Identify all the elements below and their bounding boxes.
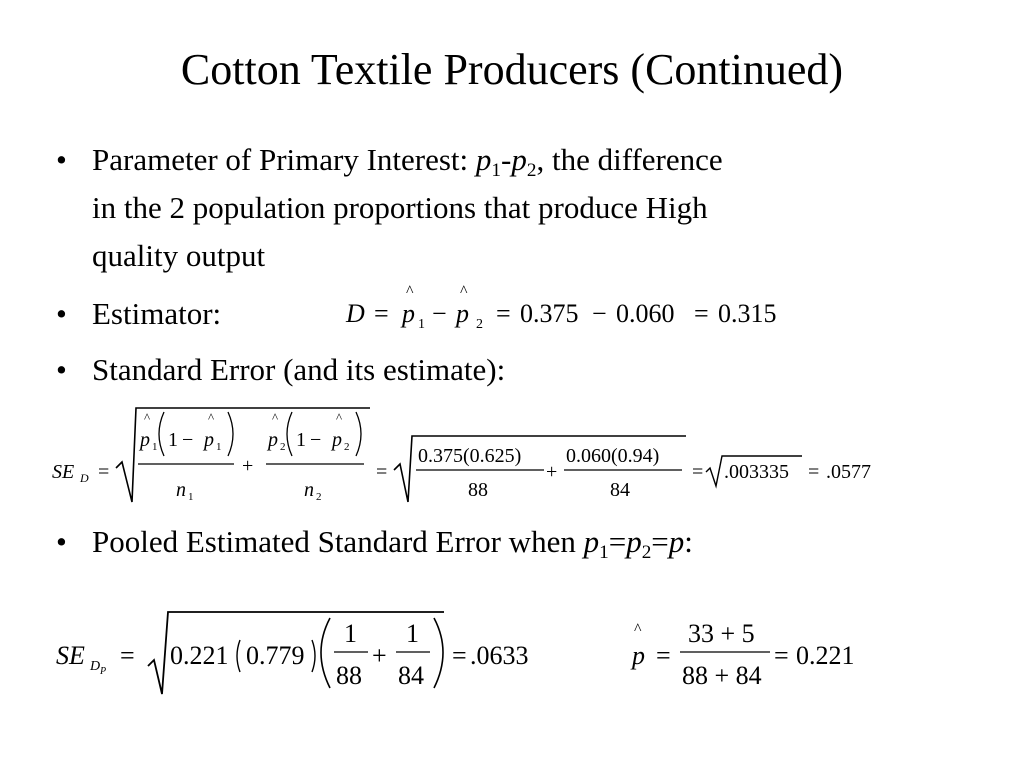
equals: = [774,641,789,670]
bullet-standard-error [56,346,936,394]
equals: = [692,461,704,483]
colon: : [684,524,693,559]
minus: − [310,429,322,451]
equals: = [452,641,467,670]
symbol-p: p [475,142,492,177]
denominator-1: 88 [336,661,362,690]
value-b: 0.060 [616,299,675,328]
hat-icon: ^ [634,621,642,638]
symbol-p: p [583,524,600,559]
subscript-2: 2 [526,159,537,181]
bullet-pooled [56,518,936,566]
paren-right [228,412,233,456]
equals: = [651,524,669,559]
se-result: .0577 [826,461,871,483]
hat-icon: ^ [336,410,343,425]
denominator-1: 88 [468,479,488,501]
symbol-p: p [140,429,150,451]
one: 1 [344,619,357,648]
one: 1 [406,619,419,648]
symbol-p: p [204,429,214,451]
denominator-2: 84 [398,661,424,690]
subscript-1: 1 [188,491,194,503]
equals: = [808,461,820,483]
equals: = [376,461,388,483]
one: 1 [296,429,306,451]
subscript-2: 2 [280,441,286,453]
pooled-se-formula [50,606,560,702]
symbol-p: p [668,524,685,559]
phat-numerator: 33 + 5 [688,619,755,648]
equals: = [120,641,135,670]
slide-title: Cotton Textile Producers (Continued) [180,45,844,94]
bullet-dot: • [56,142,67,177]
bullet-parameter-text [92,136,936,280]
value-complement: 0.779 [246,641,305,670]
paren-left [321,618,330,688]
subscript-2: 2 [641,541,652,563]
subscript-D: D [90,659,101,674]
denominator-2: 84 [610,479,630,501]
plus: + [242,455,254,477]
phat-formula [626,606,886,702]
symbol-p: p [402,299,415,328]
subscript-1: 1 [491,159,502,181]
numerator-1: 0.375(0.625) [418,445,522,467]
plus: + [372,641,387,670]
subscript-D: D [80,471,89,485]
symbol-D: D [346,299,365,328]
bullet-lead-text: Parameter of Primary Interest: [92,142,476,177]
numerator-2: 0.060(0.94) [566,445,660,467]
bullet-pooled-text [92,518,936,566]
bullet-dot: • [56,352,67,387]
symbol-p: p [511,142,527,177]
equals: = [694,299,709,328]
bullet-parameter-line1 [92,136,936,184]
hat-icon: ^ [406,283,414,300]
paren-right [434,618,443,688]
hat-icon: ^ [272,410,279,425]
bullet-parameter [56,136,936,280]
hat-icon: ^ [144,410,151,425]
bullet-estimator-label: Estimator: [92,296,222,331]
symbol-SE: SE [52,461,75,483]
subscript-1: 1 [418,317,425,332]
subscript-1: 1 [216,441,222,453]
symbol-n: n [304,479,314,501]
symbol-p: p [456,299,469,328]
phat-result: 0.221 [796,641,855,670]
bullet-parameter-line3: quality output [92,238,266,273]
plus: + [546,461,558,483]
symbol-p: p [632,641,645,670]
dash: - [501,142,512,177]
standard-error-formula [46,398,896,510]
symbol-p: p [626,524,642,559]
equals: = [496,299,511,328]
subscript-1: 1 [152,441,158,453]
paren-right [312,640,315,672]
equals: = [98,461,110,483]
radicand: .003335 [724,461,789,483]
subscript-2: 2 [344,441,350,453]
hat-icon: ^ [460,283,468,300]
bullet-parameter-line2: in the 2 population proportions that produce High [92,190,708,225]
bullet-dot: • [56,296,67,331]
equals: = [608,524,627,559]
value-pooled: 0.221 [170,641,229,670]
paren-left [287,412,292,456]
subscript-2: 2 [476,317,483,332]
paren-left [237,640,240,672]
paren-right [356,412,361,456]
one: 1 [168,429,178,451]
subscript-1: 1 [599,541,609,563]
minus: − [182,429,194,451]
equals: = [374,299,389,328]
symbol-p: p [332,429,342,451]
bullet-tail-text: , the difference [536,142,723,177]
subscript-P: P [100,666,107,677]
phat-denominator: 88 + 84 [682,661,762,690]
symbol-p: p [268,429,278,451]
subscript-2: 2 [316,491,322,503]
equals: = [656,641,671,670]
value-a: 0.375 [520,299,579,328]
symbol-SE: SE [56,641,85,670]
bullet-dot: • [56,524,67,559]
pooled-result: .0633 [470,641,529,670]
estimator-formula [340,276,800,336]
bullet-lead-text: Pooled Estimated Standard Error when [92,524,584,559]
minus: − [592,299,607,328]
paren-left [159,412,164,456]
bullet-standard-error-label: Standard Error (and its estimate): [92,352,506,387]
estimator-result: 0.315 [718,299,777,328]
symbol-n: n [176,479,186,501]
hat-icon: ^ [208,410,215,425]
minus: − [432,299,447,328]
